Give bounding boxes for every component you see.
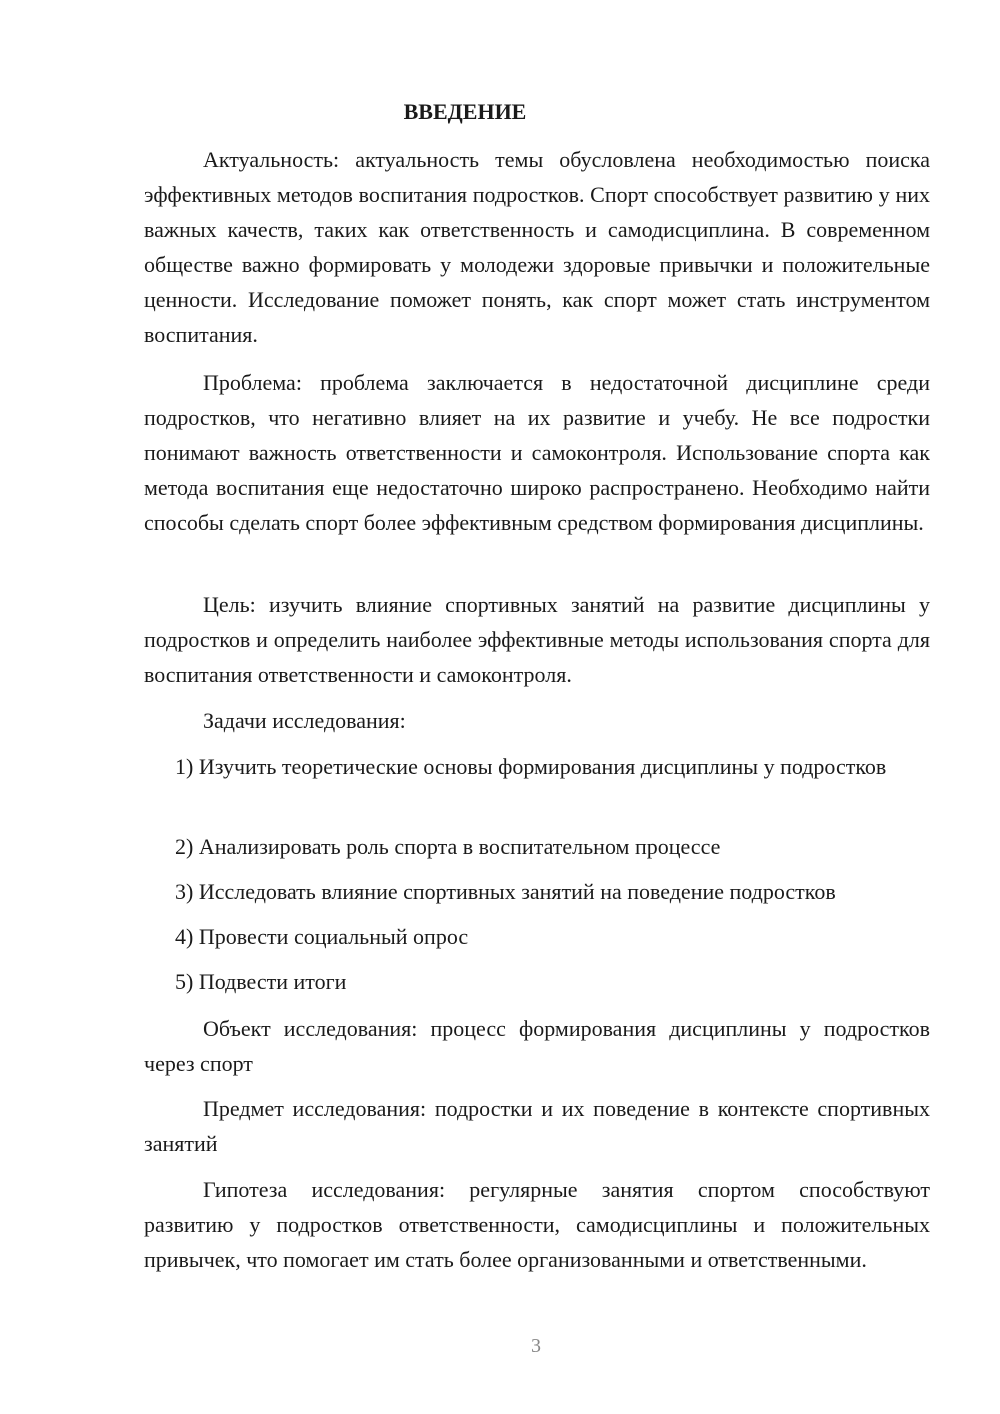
paragraph-problem: Проблема: проблема заключается в недостаточной дисциплине среди подростков, что негативно влияет на их развитие и учебу. Не все подростки понимают важность ответственности и самоконтроля. Использование спорта как метода воспитания еще недостаточно широко распространено. Необходимо найти способы сделать спорт более эффективным средством формирования дисциплины.: [144, 370, 930, 535]
page-number: 3: [531, 1335, 541, 1357]
paragraph-subject: Предмет исследования: подростки и их поведение в контексте спортивных занятий: [144, 1096, 930, 1156]
paragraph-hypothesis: Гипотеза исследования: регулярные занятия спортом способствуют развитию у подростков ответственности, самодисциплины и положительных привычек, что помогает им стать более организованными и ответственными.: [144, 1177, 930, 1272]
tasks-heading: Задачи исследования:: [203, 708, 406, 733]
section-title-text: ВВЕДЕНИЕ: [403, 99, 527, 124]
task-item-4: 4) Провести социальный опрос: [175, 924, 469, 949]
section-title: [72, 94, 1000, 129]
paragraph-goal: Цель: изучить влияние спортивных занятий на развитие дисциплины у подростков и определить наиболее эффективные методы использования спорта для воспитания ответственности и самоконтроля.: [144, 592, 930, 687]
task-item-5: 5) Подвести итоги: [175, 969, 347, 994]
paragraph-object: Объект исследования: процесс формирования дисциплины у подростков через спорт: [144, 1016, 930, 1076]
task-item-3: 3) Исследовать влияние спортивных занятий на поведение подростков: [175, 879, 836, 904]
task-item-2: 2) Анализировать роль спорта в воспитательном процессе: [175, 834, 721, 859]
paragraph-relevance: Актуальность: актуальность темы обусловлена необходимостью поиска эффективных методов воспитания подростков. Спорт способствует развитию у них важных качеств, таких как ответственность и самодисциплина. В современном обществе важно формировать у молодежи здоровые привычки и положительные ценности. Исследование поможет понять, как спорт может стать инструментом воспитания.: [144, 147, 930, 347]
task-item-1: 1) Изучить теоретические основы формирования дисциплины у подростков: [175, 754, 887, 779]
